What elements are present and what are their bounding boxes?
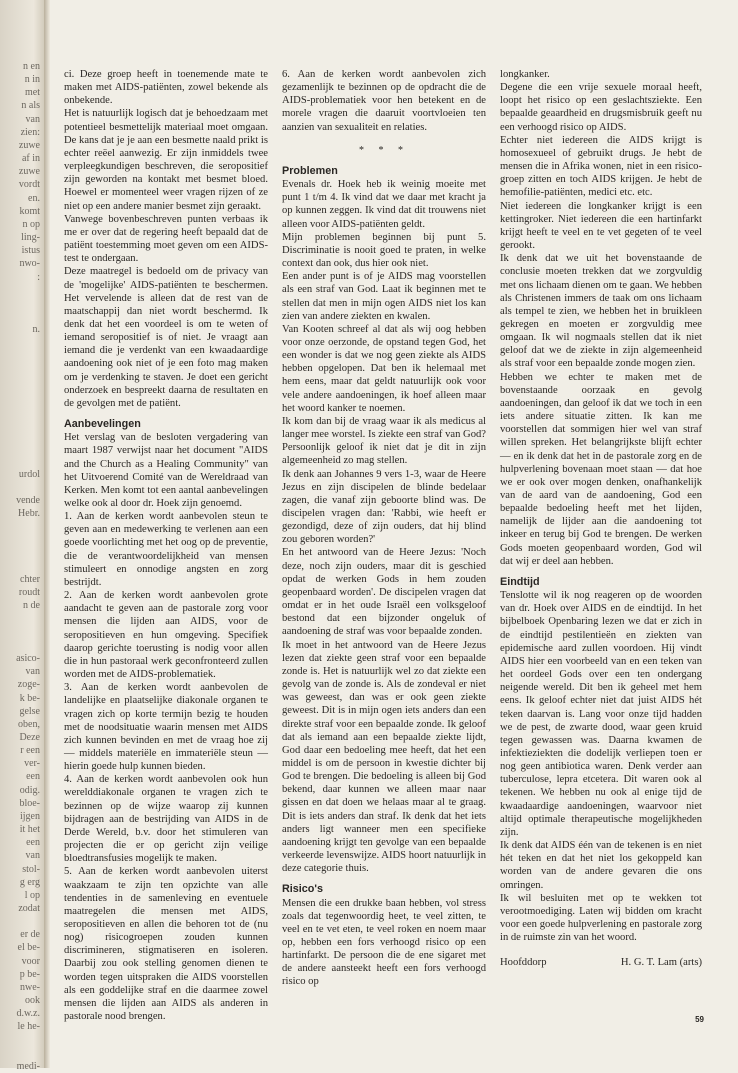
paragraph: ci. Deze groep heeft in toenemende mate te maken met AIDS-patiënten, zowel bekende als onbekende. — [64, 69, 268, 107]
fragment-line: ook — [25, 995, 40, 1007]
fragment-line — [2, 297, 40, 310]
fragment-line: zoge- — [17, 679, 40, 691]
section-heading: Aanbevelingen — [64, 418, 141, 431]
fragment-line: : — [37, 271, 40, 283]
fragment-line: Hebr. — [18, 508, 40, 520]
fragment-line — [2, 284, 40, 297]
paragraph: Vanwege bovenbeschreven punten verbaas ik me er over dat de regering heeft bepaald dat de patiënt toestemming moet geven om een AIDS-test te ondergaan. — [64, 213, 268, 265]
page-number: 59 — [695, 1015, 704, 1024]
fragment-line: odig. — [19, 784, 40, 796]
paragraph: Van Kooten schreef al dat als wij oog hebben voor onze oerzonde, de opstand tegen God, het een wonder is dat we nog geen ziekte als AIDS hebben opgelopen. Dat ben ik helemaal met hem eens, maar dat geldt natuurlijk ook voor vele andere aandoeningen, ik hoef alleen maar het woord kanker te noemen. — [282, 323, 486, 414]
fragment-line — [2, 402, 40, 415]
paragraph: Degene die een vrije sexuele moraal heeft, loopt het risico op een geslachtsziekte. Een bepaalde geaardheid en drugsmisbruik geeft nu een verhoogd risico op AIDS. — [500, 82, 702, 133]
fragment-line: komt — [19, 205, 40, 217]
fragment-line — [2, 547, 40, 560]
fragment-line: zodat — [18, 903, 40, 914]
paragraph: Een ander punt is of je AIDS mag voorstellen als een straf van God. Laat ik beginnen met te stellen dat men in mijn ogen AIDS niet los kan zien van andere ziekten en kwalen. — [282, 271, 486, 322]
fragment-line: ijgen — [20, 810, 40, 822]
column-3 — [500, 68, 702, 969]
fragment-line: een — [26, 771, 40, 783]
fragment-line: af in — [21, 153, 40, 165]
fragment-line: er de — [20, 929, 40, 941]
fragment-line: vordt — [18, 179, 40, 191]
fragment-line: gelse — [19, 705, 40, 717]
paragraph: Deze maatregel is bedoeld om de privacy van de 'mogelijke' AIDS-patiënten te beschermen. Het vervelende is alleen dat de rest van de maatschappij dan niet wordt beschermd. Ik denk dat het een voordeel is om te weten of iemand seropositief is of niet. Je vraagt aan iemand die je verdenkt van een kwaadaardige aandoening ook niet of je een foto mag maken om je verdenking te staven. Je doet een gericht onderzoek en bespreekt daarna de resultaten en de gevolgen met de patiënt. — [64, 266, 268, 409]
fragment-line — [2, 363, 40, 376]
paragraph: 6. Aan de kerken wordt aanbevolen zich gezamenlijk te bezinnen op de opdracht die de AIDS-problematiek voor hen betekent en de morele vragen die daaruit voortvloeien ten aanzien van sexualiteit en relaties. — [282, 69, 486, 133]
fragment-line: asico- — [16, 653, 40, 665]
paragraph: En het antwoord van de Heere Jezus: 'Noch deze, noch zijn ouders, maar dit is geschied opdat de werken Gods in hem zouden geopenbaard worden'. De discipelen vragen dat omdat er in het oude Israël een volksgeloof bestond dat een bijzonder ongeluk of aandoening de straf was voor bepaalde zonden. — [282, 547, 486, 638]
fragment-line — [2, 349, 40, 362]
section-separator: * * * — [359, 144, 409, 156]
paragraph: 5. Aan de kerken wordt aanbevolen uiterst waakzaam te zijn ten opzichte van alle tendenties in de samenleving en eventuele maatregelen die mensen met AIDS, seropositieven en allen die behoren tot de (nu nog) risicogroepen zouden kunnen discrimineren, stigmatiseren en isoleren. Daarbij zou ook stelling genomen dienen te worden tegen uitspraken die AIDS voorstellen als een goddelijke straf en die daarmee zowel mensen die lijden aan AIDS als anderen in pastorale nood brengen. — [64, 866, 268, 1023]
paragraph: Ik denk dat we uit het bovenstaande de conclusie moeten trekken dat we zorgvuldig met ons lichaam dienen om te gaan. We hebben als Christenen immers de taak om ons lichaam als tempel te zien, we hebben het in bruikleen gekregen en moeten er zorgvuldig mee omgaan. Ik wil nogmaals stellen dat ik niet geloof dat we de ziekte in zijn algemeenheid als straf voor een bepaalde zonde mogen zien. — [500, 253, 702, 370]
paragraph: Ik moet in het antwoord van de Heere Jezus lezen dat ziekte geen straf voor een bepaalde zonde is. Het is natuurlijk wel zo dat ziekte een gevolg van de zonde is. Als de zondeval er niet was geweest, dan was er ook geen ziekte geweest. Dit is in mijn ogen iets anders dan een direkte straf voor een bepaalde zonde. Ik geloof dat als iemand aan een bepaalde ziekte lijdt, God daar een bedoeling mee heeft, dat het een middel is om de persoon in kwestie dichter bij God te brengen. Die bedoeling is alleen bij God bekend, daar kunnen we alleen maar naar gissen en dat doen we helaas maar al te graag. Dit is iets anders dan straf. Ik denk dat het iets anders ligt wanneer men een specifieke aandoening krijgt ten gevolge van een bepaalde verkeerde levenswijze. AIDS hoort natuurlijk in deze categorie thuis. — [282, 639, 486, 875]
previous-page-fragments — [2, 60, 40, 1072]
fragment-line: bloe- — [19, 797, 40, 809]
paragraph: Het verslag van de besloten vergadering van maart 1987 verwijst naar het document "AIDS and the Church as a Healing Community" van het Uitvoerend Comité van de Wereldraad van Kerken. Men komt tot een aantal aanbevelingen welke ook al door dr. Hoek zijn genoemd. — [64, 432, 268, 509]
fragment-line: zuwe — [18, 166, 40, 178]
fragment-line — [2, 442, 40, 455]
fragment-line: n. — [32, 324, 40, 336]
author-name: H. G. T. Lam (arts) — [620, 957, 702, 969]
fragment-line: k be- — [19, 692, 40, 704]
fragment-line: van — [25, 850, 40, 862]
fragment-line: p be- — [19, 968, 40, 980]
paragraph: Niet iedereen die longkanker krijgt is een kettingroker. Niet iedereen die een hartinfarkt krijgt heeft te veel en te vet gegeten of te veel gerookt. — [500, 200, 702, 252]
fragment-line: chter — [20, 574, 40, 586]
fragment-line — [2, 1034, 40, 1047]
fragment-line — [2, 455, 40, 468]
fragment-line — [2, 336, 40, 349]
fragment-line — [2, 389, 40, 402]
fragment-line — [2, 560, 40, 573]
paragraph: 1. Aan de kerken wordt aanbevolen steun te geven aan en medewerking te verlenen aan een goede voorlichting met het oog op de preventie, die de verantwoordelijkheid van mensen stimuleert en onnodige angsten en zorg bestrijdt. — [64, 511, 268, 588]
signature-line — [500, 956, 702, 969]
fragment-line: le he- — [17, 1021, 40, 1033]
fragment-line — [2, 613, 40, 626]
fragment-line: medi- — [16, 1060, 40, 1072]
fragment-line: een — [26, 837, 40, 849]
paragraph: Ik wil besluiten met op te wekken tot verootmoediging. Laten wij bidden om kracht voor een goede hulpverlening en pastorale zorg in de ruimste zin van het woord. — [500, 892, 702, 944]
fragment-line: it het — [19, 824, 40, 836]
fragment-line: n en — [23, 61, 40, 72]
place-name: Hoofddorp — [500, 957, 547, 969]
fragment-line — [2, 639, 40, 652]
paragraph: Evenals dr. Hoek heb ik weinig moeite met punt 1 t/m 4. Ik vind dat we daar met kracht ja op kunnen zeggen. Ik vind dat dit trouwens niet alleen voor AIDS-patiënten geldt. — [282, 179, 486, 230]
fragment-line: n op — [22, 218, 40, 230]
fragment-line: vende — [16, 495, 40, 507]
fragment-line: urdol — [18, 468, 40, 480]
fragment-line: l op — [24, 889, 40, 901]
paragraph: Ik denk aan Johannes 9 vers 1-3, waar de Heere Jezus en zijn discipelen de blinde bedelaar zagen, die vanaf zijn geboorte blind was. De discipelen vragen dan: 'Rabbi, wie heeft er gezondigd, deze of zijn ouders, dat hij blind zou geboren worden?' — [282, 468, 486, 546]
fragment-line: nwo- — [19, 258, 40, 270]
paragraph: Ik denk dat AIDS één van de tekenen is en niet hét teken en dat het niet los gekoppeld kan worden van de andere gevaren die ons omringen. — [500, 840, 702, 891]
paragraph: Hebben we echter te maken met de bovenstaande oorzaak en gevolg aandoeningen, dan geloof ik dat we toch in een iets andere situatie zitten. Ik kan me voorstellen dat sommigen hier wel van straf willen spreken. Het belangrijkste blijft echter — en ik denk dat het in de pastorale zorg en de hulpverlening bovenaan moet staan — dat hoe we er ook over mogen denken, onafhankelijk van de aard van de aandoening, God een bepaalde bedoeling heeft met het lijden, namelijk de lijder aan die aandoening tot inkeer en terug bij God te brengen. De werken Gods moeten geopenbaard worden, God wil dat wij er deel aan hebben. — [500, 371, 702, 567]
paragraph: Tenslotte wil ik nog reageren op de woorden van dr. Hoek over AIDS en de eindtijd. In het bijbelboek Openbaring lezen we dat er zich in de eindtijd pestilentieën en ziekten van epidemische aard zullen voordoen. Hij vindt AIDS hier een voorbeeld van en een teken van het oordeel Gods over een ten ondergang neigende wereld. Dit ben ik geheel met hem eens. Ik geloof echter niet dat juist AIDS hét teken daarvan is. Lang voor onze tijd hadden we de pest, de zwarte dood, waar geen kruid tegen gewassen was. Daarna kwamen de infektieziekten die dodelijk verliepen toen er nog geen antibiotica waren. Denk verder aan tuberculose, lepra etcetera. Dit waren ook al tekenen. We hebben nu ook al enige tijd de kwaadaardige aandoeningen, waarvoor niet altijd optimale therapeutische mogelijkheden zijn. — [500, 590, 702, 838]
column-2 — [282, 68, 486, 989]
fragment-line: nwe- — [20, 981, 40, 993]
fragment-line — [2, 310, 40, 323]
section-heading: Problemen — [282, 164, 338, 177]
fragment-line: Deze — [19, 731, 40, 743]
fragment-line: el be- — [17, 942, 40, 954]
fragment-line — [2, 1047, 40, 1060]
fragment-line: en. — [28, 192, 40, 204]
paragraph: 4. Aan de kerken wordt aanbevolen ook hun werelddiakonale organen te vragen zich te bezinnen op de wijze waarop zij kunnen bijdragen aan de bestrijding van AIDS in de Derde Wereld, b.v. door het stimuleren van projecten die er op gericht zijn veilige bloedtransfusies mogelijk te maken. — [64, 774, 268, 865]
fragment-line — [2, 376, 40, 389]
fragment-line — [2, 481, 40, 494]
page-fold — [44, 0, 50, 1068]
fragment-line: ling- — [21, 232, 40, 244]
fragment-line: ver- — [24, 758, 40, 770]
paragraph: 3. Aan de kerken wordt aanbevolen de landelijke en plaatselijke diakonale organen te vragen zich op korte termijn bezig te houden met de noodsituatie waarin mensen met AIDS zich kunnen bevinden en met de vraag hoe zij — middels materiële en immateriële steun — hierin goede hulp kunnen bieden. — [64, 682, 268, 773]
paragraph: Het is natuurlijk logisch dat je behoedzaam met potentieel besmettelijk materiaal moet omgaan. De kans dat je je aan een besmette naald prikt is echter reëel aanwezig. Er zijn inmiddels twee verpleegkundigen beschreven, die seropositief zijn geworden na kontakt met besmet bloed. Hoewel er momenteel weer vragen rijzen of ze niet op een andere manier besmet zijn geraakt. — [64, 108, 268, 212]
fragment-line: n de — [23, 600, 40, 612]
fragment-line: zien: — [20, 126, 40, 138]
paragraph: Ik kom dan bij de vraag waar ik als medicus al langer mee worstel. Is ziekte een straf van God? Persoonlijk geloof ik niet dat je dit in zijn algemeenheid zo mag stellen. — [282, 415, 486, 467]
fragment-line: d.w.z. — [16, 1008, 40, 1020]
fragment-line — [2, 915, 40, 928]
fragment-line: r een — [20, 745, 40, 757]
fragment-line: van — [25, 113, 40, 125]
section-heading: Eindtijd — [500, 575, 540, 588]
fragment-line — [2, 626, 40, 639]
fragment-line: voor — [21, 955, 40, 967]
paragraph: longkanker. — [500, 69, 550, 80]
fragment-line: oben, — [18, 718, 40, 730]
fragment-line: van — [25, 666, 40, 678]
fragment-line: met — [25, 87, 40, 99]
fragment-line: istus — [21, 245, 40, 257]
fragment-line — [2, 534, 40, 547]
fragment-line: n in — [24, 74, 40, 86]
fragment-line — [2, 520, 40, 533]
fragment-line: n als — [21, 100, 40, 112]
fragment-line: roudt — [18, 587, 40, 599]
section-heading: Risico's — [282, 883, 323, 896]
fragment-line: g erg — [19, 876, 40, 888]
paragraph: Mensen die een drukke baan hebben, vol stress zoals dat tegenwoordig heet, te veel zitten, te veel en te vet eten, te veel roken en noem maar op, hebben een fors verhoogd risico op een hartinfarkt. De persoon die de ene sigaret met de andere aansteekt heeft een fors verhoogd risico op — [282, 897, 486, 988]
paragraph: Mijn problemen beginnen bij punt 5. Discriminatie is nooit goed te praten, in welke context dan ook, dus hier ook niet. — [282, 231, 486, 270]
fragment-line — [2, 428, 40, 441]
fragment-line — [2, 415, 40, 428]
paragraph: Echter niet iedereen die AIDS krijgt is homosexueel of gebruikt drugs. Je hebt de mensen die in Afrika wonen, niet in een risico-groep zitten en toch AIDS krijgen. Je hebt de hemofilie-patiënten, medici etc. etc. — [500, 134, 702, 199]
fragment-line: stol- — [22, 863, 40, 875]
fragment-line: zuwe — [18, 139, 40, 151]
column-1 — [64, 68, 268, 1023]
paragraph: 2. Aan de kerken wordt aanbevolen grote aandacht te geven aan de pastorale zorg voor mensen die lijden aan AIDS, voor de seropositieven en hun omgeving. Specifiek daarop gerichte toerusting is nodig voor allen die in hun pastoraal werk geconfronteerd zullen worden met de AIDS-problematiek. — [64, 590, 268, 681]
